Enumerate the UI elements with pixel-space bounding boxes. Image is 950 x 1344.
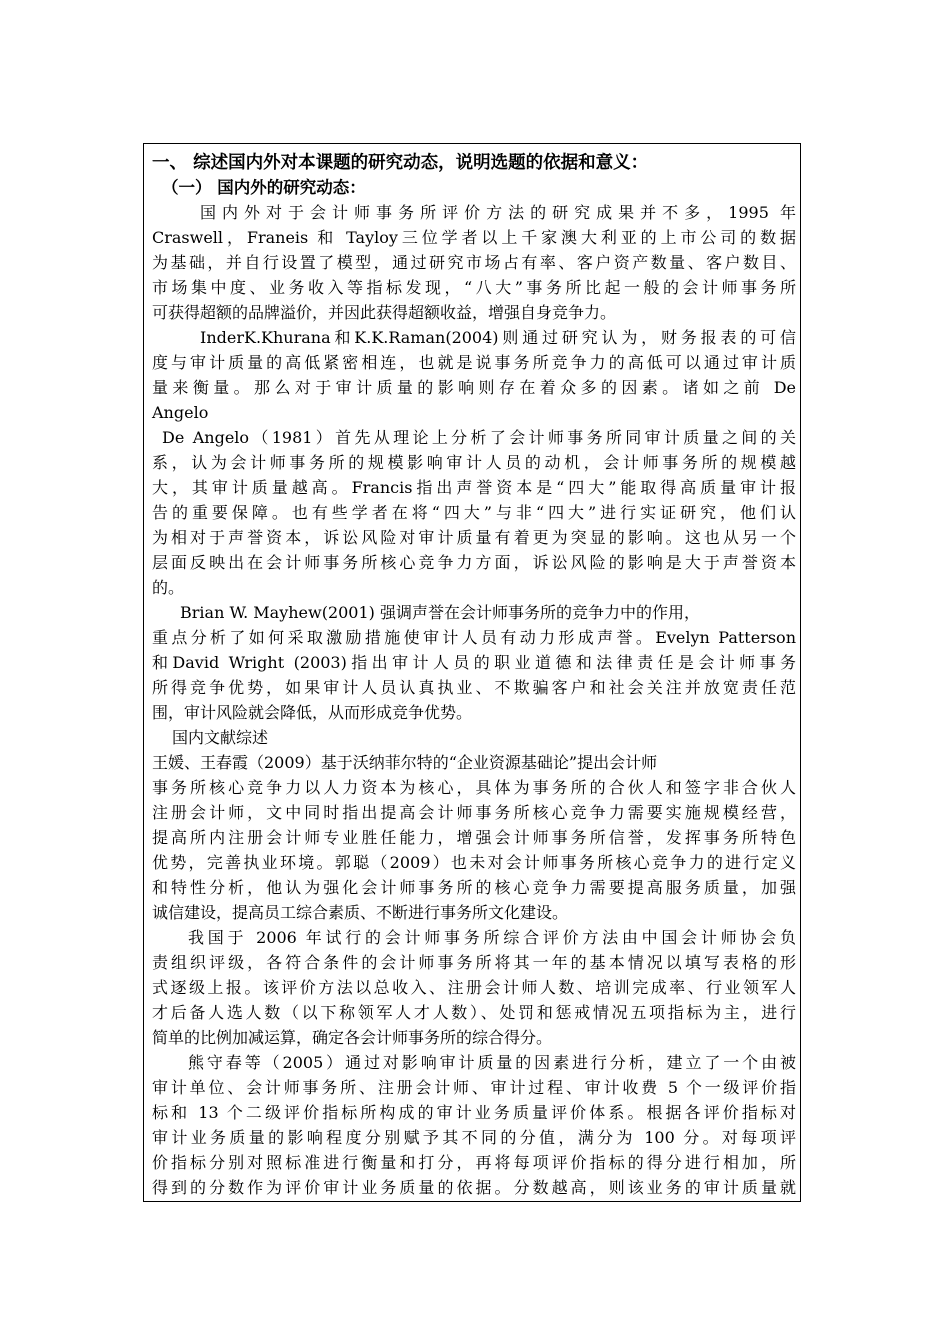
paragraph-line: 审计单位、会计师事务所、注册会计师、审计过程、审计收费 5 个一级评价指	[152, 1078, 796, 1097]
paragraph-line: 量来衡量。那么对于审计质量的影响则存在着众多的因素。诸如之前 De	[152, 378, 796, 397]
paragraph-line: 价指标分别对照标准进行衡量和打分，再将每项评价指标的得分进行相加，所	[152, 1153, 796, 1172]
paragraph-line: 层面反映出在会计师事务所核心竞争力方面，诉讼风险的影响是大于声誉资本	[152, 553, 796, 572]
subheading-domestic-review: 国内文献综述	[172, 728, 269, 747]
section-heading: 一、 综述国内外对本课题的研究动态，说明选题的依据和意义：	[152, 153, 649, 173]
paragraph-line: 事务所核心竞争力以人力资本为核心，具体为事务所的合伙人和签字非合伙人	[152, 778, 796, 797]
paragraph-line: 王媛、王春霞（2009）基于沃纳菲尔特的“企业资源基础论”提出会计师	[152, 753, 658, 772]
paragraph-line: 为基础，并自行设置了模型，通过研究市场占有率、客户资产数量、客户数目、	[152, 253, 796, 272]
paragraph-line: 诚信建设，提高员工综合素质、不断进行事务所文化建设。	[152, 903, 569, 922]
paragraph-line: 的。	[152, 578, 185, 597]
paragraph-line: 围，审计风险就会降低，从而形成竞争优势。	[152, 703, 473, 722]
paragraph-line: 国内外对于会计师事务所评价方法的研究成果并不多，1995 年	[200, 203, 796, 222]
paragraph-line: 得到的分数作为评价审计业务质量的依据。分数越高，则该业务的审计质量就	[152, 1178, 796, 1197]
paragraph-line: 和David Wright (2003)指出审计人员的职业道德和法律责任是会计师事务	[152, 653, 796, 672]
paragraph-line: 才后备人选人数（以下称领军人才人数）、处罚和惩戒情况五项指标为主，进行	[152, 1003, 796, 1022]
subsection-heading: （一） 国内外的研究动态：	[162, 178, 366, 197]
paragraph-line: 大，其审计质量越高。Francis指出声誉资本是“四大”能取得高质量审计报	[152, 478, 796, 497]
paragraph-line: 我国于 2006 年试行的会计师事务所综合评价方法由中国会计师协会负	[188, 928, 796, 947]
paragraph-line: Brian W. Mayhew(2001) 强调声誉在会计师事务所的竞争力中的作用，	[180, 603, 700, 622]
paragraph-line: 式逐级上报。该评价方法以总收入、注册会计师人数、培训完成率、行业领军人	[152, 978, 796, 997]
paragraph-line: 和特性分析，他认为强化会计师事务所的核心竞争力需要提高服务质量，加强	[152, 878, 796, 897]
paragraph-line: 注册会计师，文中同时指出提高会计师事务所核心竞争力需要实施规模经营，	[152, 803, 796, 822]
paragraph-line: 提高所内注册会计师专业胜任能力，增强会计师事务所信誉，发挥事务所特色	[152, 828, 796, 847]
paragraph-line: 可获得超额的品牌溢价，并因此获得超额收益，增强自身竞争力。	[152, 303, 617, 322]
paragraph-line: 简单的比例加减运算，确定各会计师事务所的综合得分。	[152, 1028, 553, 1047]
paragraph-line: 重点分析了如何采取激励措施使审计人员有动力形成声誉。Evelyn Patterson	[152, 628, 796, 647]
paragraph-line: 度与审计质量的高低紧密相连，也就是说事务所竞争力的高低可以通过审计质	[152, 353, 796, 372]
paragraph-line: Craswell，Franeis 和 Tayloy三位学者以上千家澳大利亚的上市公司的数据	[152, 228, 796, 247]
paragraph-line: 告的重要保障。也有些学者在将“四大”与非“四大”进行实证研究，他们认	[152, 503, 796, 522]
paragraph-line: 责组织评级，各符合条件的会计师事务所将其一年的基本情况以填写表格的形	[152, 953, 796, 972]
paragraph-line: InderK.Khurana和K.K.Raman(2004)则通过研究认为，财务报表的可信	[200, 328, 796, 347]
paragraph-line: 市场集中度、业务收入等指标发现，“八大”事务所比起一般的会计师事务所	[152, 278, 796, 297]
paragraph-line: 所得竞争优势，如果审计人员认真执业、不欺骗客户和社会关注并放宽责任范	[152, 678, 796, 697]
paragraph-line: 熊守春等（2005）通过对影响审计质量的因素进行分析，建立了一个由被	[188, 1053, 796, 1072]
paragraph-line: De Angelo（1981）首先从理论上分析了会计师事务所同审计质量之间的关	[162, 428, 796, 447]
paragraph-line: 系，认为会计师事务所的规模影响审计人员的动机，会计师事务所的规模越	[152, 453, 796, 472]
paragraph-line: 标和 13 个二级评价指标所构成的审计业务质量评价体系。根据各评价指标对	[152, 1103, 796, 1122]
document-frame	[143, 143, 801, 1202]
paragraph-line: Angelo	[152, 403, 209, 422]
paragraph-line: 为相对于声誉资本，诉讼风险对审计质量有着更为突显的影响。这也从另一个	[152, 528, 796, 547]
paragraph-line: 优势，完善执业环境。郭聪（2009）也未对会计师事务所核心竞争力的进行定义	[152, 853, 796, 872]
paragraph-line: 审计业务质量的影响程度分别赋予其不同的分值，满分为 100 分。对每项评	[152, 1128, 796, 1147]
